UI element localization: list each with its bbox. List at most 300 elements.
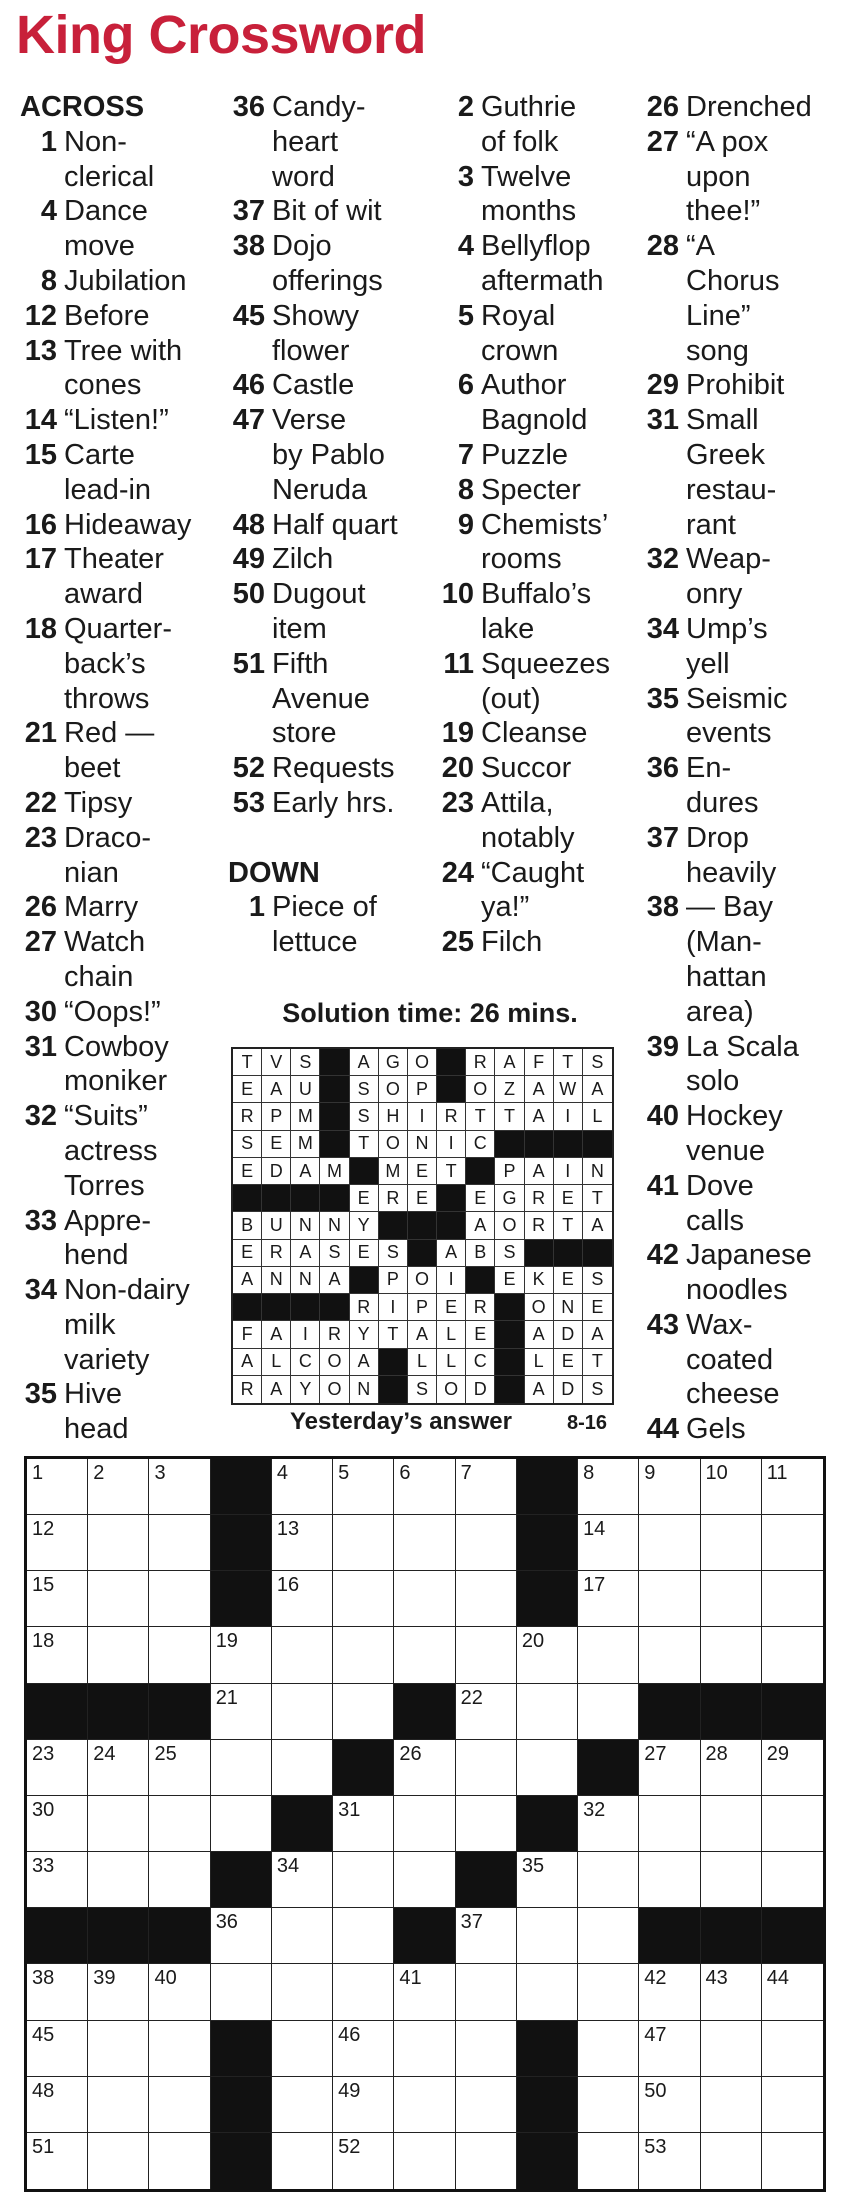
grid-cell[interactable]: [211, 1908, 272, 1964]
solution-letter: A: [350, 1349, 379, 1376]
solution-black-square: [437, 1049, 466, 1076]
cell-number: 35: [521, 1855, 545, 1878]
grid-cell[interactable]: [456, 1740, 517, 1796]
solution-letter: A: [583, 1212, 612, 1239]
grid-cell[interactable]: [578, 1459, 639, 1515]
black-square: [27, 1908, 88, 1964]
grid-cell[interactable]: [762, 1796, 823, 1852]
grid-cell[interactable]: [27, 2077, 88, 2133]
grid-cell[interactable]: [88, 1515, 149, 1571]
solution-letter: A: [466, 1212, 495, 1239]
grid-cell[interactable]: [701, 1852, 762, 1908]
grid-cell[interactable]: [578, 1571, 639, 1627]
solution-letter: U: [262, 1212, 291, 1239]
clue-number: 37: [646, 821, 679, 854]
grid-cell[interactable]: [88, 2021, 149, 2077]
cell-number: 23: [32, 1742, 55, 1765]
cell-number: 46: [338, 2023, 361, 2046]
grid-cell[interactable]: [762, 1627, 823, 1683]
black-square: [762, 1684, 823, 1740]
grid-cell[interactable]: [517, 1852, 578, 1908]
grid-cell[interactable]: [639, 1627, 700, 1683]
grid-cell[interactable]: [272, 2021, 333, 2077]
grid-cell[interactable]: [517, 1740, 578, 1796]
clue-28-down: [642, 229, 842, 368]
grid-cell[interactable]: [456, 2021, 517, 2077]
cell-number: 9: [644, 1462, 656, 1484]
solution-letter: B: [233, 1212, 262, 1239]
clue-text: Dojo offerings: [272, 230, 383, 297]
grid-cell[interactable]: [149, 1571, 210, 1627]
cell-number: 18: [32, 1630, 55, 1653]
grid-cell[interactable]: [578, 1852, 639, 1908]
black-square: [639, 1908, 700, 1964]
clue-43-down: [642, 1308, 842, 1412]
grid-cell[interactable]: [211, 1740, 272, 1796]
cell-number: 4: [276, 1462, 289, 1484]
solution-letter: T: [583, 1349, 612, 1376]
clue-text: Twelve months: [481, 160, 577, 228]
clue-text: Requests: [272, 752, 395, 785]
clue-text: Carte lead-in: [64, 438, 152, 506]
grid-cell[interactable]: [762, 2021, 823, 2077]
grid-cell[interactable]: [27, 1964, 88, 2020]
grid-cell[interactable]: [27, 1515, 88, 1571]
solution-letter: R: [525, 1185, 554, 1212]
grid-cell[interactable]: [333, 2133, 394, 2189]
clue-number: 47: [232, 404, 265, 437]
grid-cell[interactable]: [272, 1908, 333, 1964]
clue-number: 31: [646, 404, 679, 437]
black-square: [701, 1908, 762, 1964]
grid-cell[interactable]: [701, 1515, 762, 1571]
solution-letter: R: [525, 1212, 554, 1239]
grid-cell[interactable]: [88, 1459, 149, 1515]
grid-cell[interactable]: [27, 1796, 88, 1852]
grid-cell[interactable]: [272, 1515, 333, 1571]
grid-cell[interactable]: [456, 1627, 517, 1683]
clue-text: Weap- onry: [686, 543, 771, 611]
grid-cell[interactable]: [701, 1740, 762, 1796]
cell-number: 45: [32, 2023, 55, 2046]
black-square: [394, 1908, 455, 1964]
solution-letter: C: [291, 1349, 320, 1376]
clue-39-down: [642, 1030, 842, 1100]
solution-letter: I: [379, 1294, 408, 1321]
grid-cell[interactable]: [272, 1627, 333, 1683]
clue-number: 32: [24, 1100, 57, 1133]
clue-number: 32: [646, 543, 679, 576]
solution-letter: R: [262, 1240, 291, 1267]
clue-26-down: [642, 90, 842, 125]
grid-cell[interactable]: [27, 1459, 88, 1515]
across-column-2: [228, 90, 428, 960]
solution-letter: S: [591, 1378, 604, 1399]
clue-text: Dugout item: [272, 578, 366, 645]
solution-letter: O: [320, 1349, 349, 1376]
grid-cell[interactable]: [27, 1571, 88, 1627]
grid-cell[interactable]: [762, 1571, 823, 1627]
grid-cell[interactable]: [333, 1684, 394, 1740]
grid-cell[interactable]: [149, 1515, 210, 1571]
grid-cell[interactable]: [333, 2077, 394, 2133]
grid-cell[interactable]: [394, 1740, 455, 1796]
grid-cell[interactable]: [27, 1852, 88, 1908]
grid-cell[interactable]: [701, 1796, 762, 1852]
clue-13-across: [20, 334, 225, 404]
grid-cell[interactable]: [27, 2133, 88, 2189]
cell-number: 48: [32, 2079, 55, 2102]
grid-cell[interactable]: [456, 1684, 517, 1740]
black-square: [762, 1908, 823, 1964]
cell-number: 52: [338, 2135, 361, 2158]
grid-cell[interactable]: [149, 2133, 210, 2189]
grid-cell[interactable]: [333, 2021, 394, 2077]
solution-black-square: [320, 1294, 349, 1321]
clue-number: 6: [457, 369, 474, 402]
clue-number: 26: [646, 91, 679, 123]
clue-number: 10: [441, 578, 474, 611]
grid-cell[interactable]: [517, 1908, 578, 1964]
solution-letter: E: [262, 1131, 291, 1158]
black-square: [701, 1684, 762, 1740]
grid-cell[interactable]: [394, 1627, 455, 1683]
solution-letter: A: [495, 1049, 524, 1076]
grid-cell[interactable]: [88, 1964, 149, 2020]
solution-black-square: [466, 1267, 495, 1294]
grid-cell[interactable]: [639, 1852, 700, 1908]
grid-cell[interactable]: [27, 1627, 88, 1683]
black-square: [149, 1908, 210, 1964]
grid-cell[interactable]: [639, 1459, 700, 1515]
grid-cell[interactable]: [394, 2133, 455, 2189]
clue-25-down: [437, 925, 637, 960]
clue-17-across: [20, 542, 225, 612]
clue-text: Royal crown: [481, 299, 559, 367]
grid-cell[interactable]: [639, 1796, 700, 1852]
grid-cell[interactable]: [639, 1964, 700, 2020]
grid-cell[interactable]: [149, 1796, 210, 1852]
grid-cell[interactable]: [211, 1627, 272, 1683]
solution-letter: N: [320, 1212, 349, 1239]
cell-number: 44: [766, 1967, 790, 1990]
solution-letter: R: [233, 1103, 262, 1130]
grid-cell[interactable]: [88, 1852, 149, 1908]
grid-cell[interactable]: [149, 1964, 210, 2020]
solution-black-square: [350, 1267, 379, 1294]
grid-cell[interactable]: [456, 1908, 517, 1964]
clue-number: 3: [457, 160, 474, 193]
black-square: [27, 1684, 88, 1740]
black-square: [211, 2077, 272, 2133]
clue-number: 13: [24, 334, 57, 367]
solution-black-square: [495, 1349, 524, 1376]
solution-letter: S: [291, 1049, 320, 1076]
grid-cell[interactable]: [272, 2133, 333, 2189]
clue-30-across: [20, 995, 225, 1030]
clue-number: 8: [40, 264, 57, 297]
grid-cell[interactable]: [578, 1627, 639, 1683]
grid-cell[interactable]: [149, 1459, 210, 1515]
grid-cell[interactable]: [456, 1964, 517, 2020]
solution-letter: E: [554, 1267, 583, 1294]
clue-number: 1: [248, 891, 265, 924]
clue-49-across: [228, 542, 428, 577]
solution-letter: E: [437, 1294, 466, 1321]
grid-cell[interactable]: [394, 1459, 455, 1515]
grid-cell[interactable]: [762, 2133, 823, 2189]
grid-cell[interactable]: [517, 1684, 578, 1740]
grid-cell[interactable]: [27, 1740, 88, 1796]
solution-letter: P: [408, 1294, 437, 1321]
yesterday-solution-grid: [231, 1047, 614, 1405]
solution-letter: R: [379, 1185, 408, 1212]
grid-cell[interactable]: [762, 1964, 823, 2020]
grid-cell[interactable]: [394, 1796, 455, 1852]
solution-letter: R: [466, 1049, 495, 1076]
grid-cell[interactable]: [394, 2077, 455, 2133]
solution-letter: C: [466, 1349, 495, 1376]
clue-7-down: [437, 438, 637, 473]
grid-cell[interactable]: [701, 1459, 762, 1515]
grid-cell[interactable]: [762, 1459, 823, 1515]
solution-letter: E: [466, 1321, 495, 1348]
grid-cell[interactable]: [517, 1964, 578, 2020]
grid-cell[interactable]: [639, 2077, 700, 2133]
grid-cell[interactable]: [762, 1515, 823, 1571]
grid-cell[interactable]: [333, 1908, 394, 1964]
grid-cell[interactable]: [578, 1515, 639, 1571]
clue-4-down: [437, 229, 637, 299]
clue-text: Filch: [481, 926, 543, 959]
clue-12-across: [20, 299, 225, 334]
clue-10-down: [437, 577, 637, 647]
grid-cell[interactable]: [578, 1796, 639, 1852]
grid-cell[interactable]: [701, 2077, 762, 2133]
grid-cell[interactable]: [88, 1796, 149, 1852]
solution-letter: I: [291, 1321, 320, 1348]
black-square: [517, 2133, 578, 2189]
grid-cell[interactable]: [517, 1627, 578, 1683]
grid-cell[interactable]: [762, 1740, 823, 1796]
clue-23-across: [20, 821, 225, 891]
grid-cell[interactable]: [211, 1796, 272, 1852]
solution-black-square: [320, 1076, 349, 1103]
cell-number: 28: [705, 1742, 728, 1765]
grid-cell[interactable]: [701, 1571, 762, 1627]
grid-cell[interactable]: [88, 1571, 149, 1627]
grid-cell[interactable]: [211, 1684, 272, 1740]
clue-44-down: [642, 1412, 842, 1447]
grid-cell[interactable]: [578, 2021, 639, 2077]
clue-41-down: [642, 1169, 842, 1239]
solution-letter: Y: [350, 1212, 379, 1239]
clue-number: 52: [232, 752, 265, 785]
grid-cell[interactable]: [701, 2133, 762, 2189]
solution-black-square: [320, 1103, 349, 1130]
grid-cell[interactable]: [762, 1852, 823, 1908]
solution-letter: T: [495, 1103, 524, 1130]
clue-52-across: [228, 751, 428, 786]
solution-black-square: [437, 1076, 466, 1103]
grid-cell[interactable]: [394, 2021, 455, 2077]
solution-black-square: [554, 1240, 583, 1267]
grid-cell[interactable]: [272, 1684, 333, 1740]
grid-cell[interactable]: [578, 2077, 639, 2133]
clue-text: Chemists’ rooms: [481, 508, 609, 576]
clue-36-down: [642, 751, 842, 821]
clue-37-down: [642, 821, 842, 891]
clue-number: 39: [646, 1030, 679, 1063]
solution-letter: A: [525, 1103, 554, 1130]
grid-cell[interactable]: [578, 2133, 639, 2189]
clue-number: 43: [646, 1308, 679, 1341]
cell-number: 47: [644, 2023, 667, 2046]
clue-number: 38: [646, 891, 679, 924]
solution-letter: R: [466, 1294, 495, 1321]
grid-cell[interactable]: [456, 2133, 517, 2189]
grid-cell[interactable]: [149, 1740, 210, 1796]
solution-letter: I: [437, 1131, 466, 1158]
grid-cell[interactable]: [578, 1908, 639, 1964]
grid-cell[interactable]: [272, 1459, 333, 1515]
grid-cell[interactable]: [456, 1459, 517, 1515]
solution-letter: C: [466, 1131, 495, 1158]
grid-cell[interactable]: [88, 1627, 149, 1683]
clue-text: Bit of wit: [272, 195, 382, 228]
cell-number: 37: [460, 1911, 483, 1934]
solution-letter: I: [408, 1103, 437, 1130]
clue-number: 44: [646, 1413, 679, 1446]
clue-text: Drop heavily: [686, 821, 777, 889]
cell-number: 30: [32, 1798, 55, 1821]
grid-cell[interactable]: [394, 1571, 455, 1627]
black-square: [333, 1740, 394, 1796]
grid-cell[interactable]: [211, 1964, 272, 2020]
clue-text: “Suits” actress Torres: [64, 1100, 158, 1202]
clue-40-down: [642, 1099, 842, 1169]
grid-cell[interactable]: [333, 1627, 394, 1683]
black-square: [272, 1796, 333, 1852]
solution-letter: D: [554, 1321, 583, 1348]
grid-cell[interactable]: [149, 1852, 210, 1908]
black-square: [517, 1571, 578, 1627]
grid-cell[interactable]: [333, 1852, 394, 1908]
grid-cell[interactable]: [149, 2077, 210, 2133]
grid-cell[interactable]: [639, 1515, 700, 1571]
clue-text: Quarter- back’s throws: [64, 612, 172, 715]
grid-cell[interactable]: [639, 1571, 700, 1627]
solution-letter: S: [350, 1103, 379, 1130]
solution-letter: T: [379, 1321, 408, 1348]
down-heading: DOWN: [228, 856, 320, 889]
clue-number: 46: [232, 369, 265, 402]
grid-cell[interactable]: [272, 2077, 333, 2133]
clue-text: Candy- heart word: [272, 91, 366, 193]
solution-letter: A: [525, 1321, 554, 1348]
cell-number: 21: [215, 1686, 238, 1709]
black-square: [211, 1515, 272, 1571]
grid-cell[interactable]: [701, 1627, 762, 1683]
grid-cell[interactable]: [272, 1571, 333, 1627]
grid-cell[interactable]: [88, 2077, 149, 2133]
solution-letter: T: [350, 1131, 379, 1158]
cell-number: 31: [338, 1798, 361, 1821]
solution-letter: A: [525, 1376, 554, 1403]
solution-letter: R: [437, 1103, 466, 1130]
clue-text: “Oops!”: [64, 995, 161, 1028]
solution-letter: A: [350, 1049, 379, 1076]
clue-51-across: [228, 647, 428, 751]
grid-cell[interactable]: [639, 1740, 700, 1796]
solution-letter: O: [466, 1076, 495, 1103]
grid-cell[interactable]: [639, 2021, 700, 2077]
grid-cell[interactable]: [762, 2077, 823, 2133]
solution-letter: M: [379, 1158, 408, 1185]
grid-cell[interactable]: [578, 1684, 639, 1740]
solution-letter: O: [495, 1212, 524, 1239]
grid-cell[interactable]: [701, 1964, 762, 2020]
cell-number: 24: [93, 1742, 116, 1765]
clue-number: 14: [24, 404, 57, 437]
clue-number: 11: [443, 647, 474, 680]
grid-cell[interactable]: [149, 1627, 210, 1683]
grid-cell[interactable]: [333, 1515, 394, 1571]
grid-cell[interactable]: [272, 1964, 333, 2020]
clue-list: [437, 90, 637, 960]
grid-cell[interactable]: [333, 1459, 394, 1515]
grid-cell[interactable]: [272, 1852, 333, 1908]
grid-cell[interactable]: [578, 1964, 639, 2020]
grid-cell[interactable]: [88, 1740, 149, 1796]
black-square: [517, 1796, 578, 1852]
grid-cell[interactable]: [456, 1515, 517, 1571]
clue-number: 49: [232, 543, 265, 576]
grid-cell[interactable]: [333, 1571, 394, 1627]
clue-21-across: [20, 716, 225, 786]
grid-cell[interactable]: [394, 1964, 455, 2020]
grid-cell[interactable]: [456, 1571, 517, 1627]
grid-cell[interactable]: [149, 2021, 210, 2077]
grid-cell[interactable]: [333, 1796, 394, 1852]
down-clue-list: [228, 890, 428, 960]
grid-cell[interactable]: [333, 1964, 394, 2020]
clue-number: 7: [457, 438, 474, 471]
clue-number: 1: [40, 125, 57, 158]
cell-number: 13: [276, 1518, 300, 1541]
clue-37-across: [228, 194, 428, 229]
clue-number: 34: [646, 612, 679, 645]
cell-number: 14: [583, 1518, 606, 1541]
grid-cell[interactable]: [456, 1796, 517, 1852]
cell-number: 25: [154, 1742, 177, 1765]
grid-cell[interactable]: [272, 1740, 333, 1796]
solution-letter: S: [350, 1076, 379, 1103]
grid-cell[interactable]: [701, 2021, 762, 2077]
cell-number: 34: [276, 1855, 300, 1878]
down-column-2: [642, 90, 842, 1447]
clue-number: 17: [24, 543, 57, 576]
grid-cell[interactable]: [394, 1515, 455, 1571]
grid-cell[interactable]: [27, 2021, 88, 2077]
grid-cell[interactable]: [639, 2133, 700, 2189]
solution-letter: L: [437, 1321, 466, 1348]
clue-9-down: [437, 508, 637, 578]
grid-cell[interactable]: [88, 2133, 149, 2189]
grid-cell[interactable]: [456, 2077, 517, 2133]
solution-black-square: [379, 1349, 408, 1376]
grid-cell[interactable]: [394, 1852, 455, 1908]
